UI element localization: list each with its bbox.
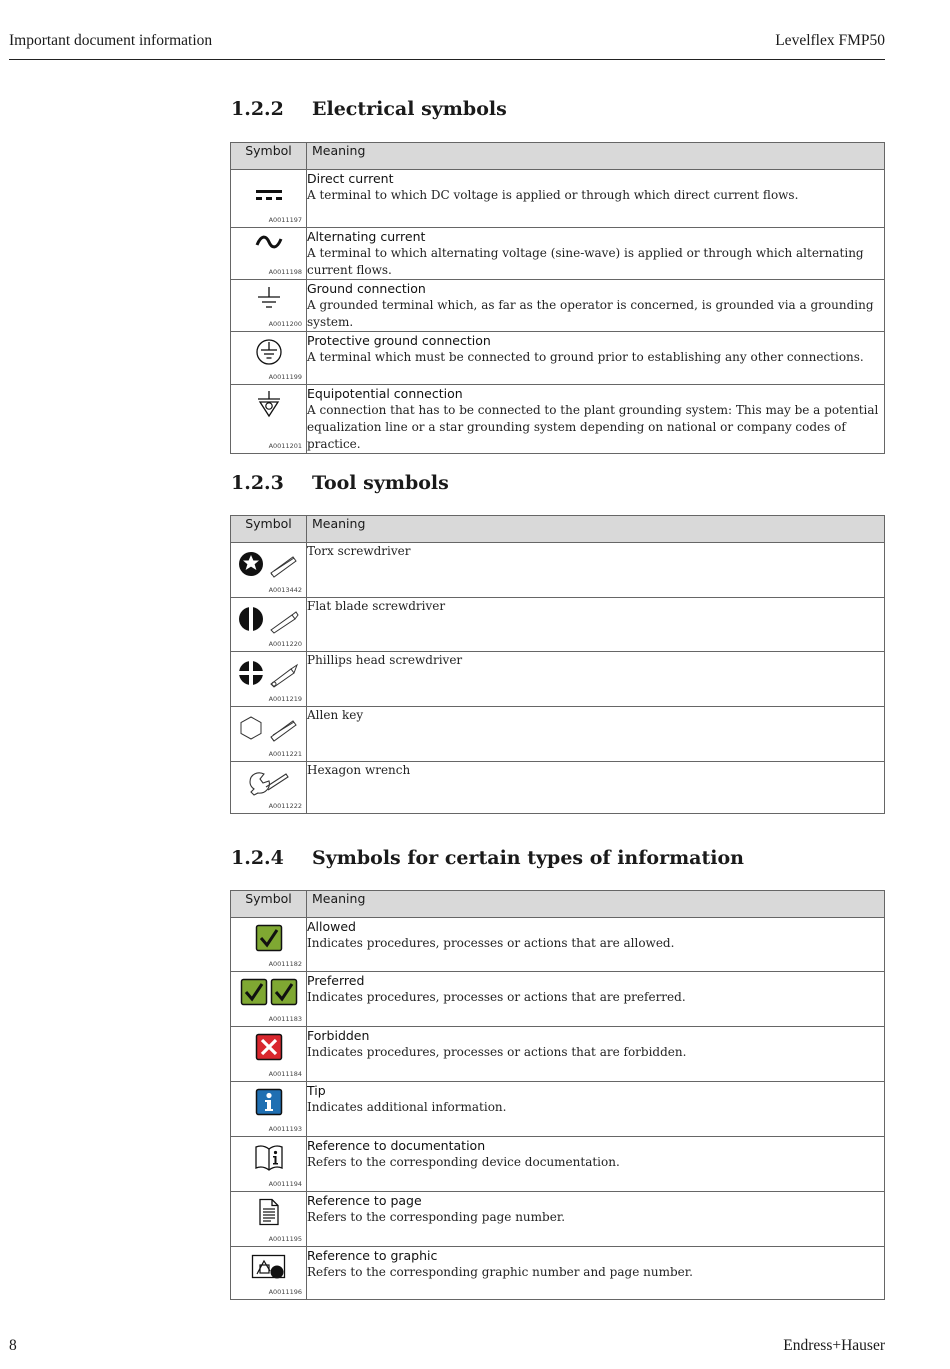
figure-code: A0011184 bbox=[268, 1070, 302, 1078]
table-row bbox=[231, 1082, 885, 1137]
page-reference-icon bbox=[231, 1198, 306, 1229]
meaning-description: Indicates procedures, processes or actions that are preferred. bbox=[307, 990, 686, 1004]
preferred-double-check-icon bbox=[231, 978, 306, 1009]
symbol-cell bbox=[231, 1247, 307, 1300]
table-row bbox=[231, 332, 885, 385]
header-section-title: Important document information bbox=[9, 32, 213, 49]
meaning-title: Allowed bbox=[307, 919, 356, 934]
figure-code: A0011197 bbox=[268, 216, 302, 224]
meaning-column-header: Meaning bbox=[307, 516, 885, 543]
header-product-name: Levelflex FMP50 bbox=[775, 32, 885, 49]
meaning-cell bbox=[307, 762, 885, 814]
footer-brand: Endress+Hauser bbox=[783, 1337, 885, 1354]
table-row bbox=[231, 972, 885, 1027]
figure-code: A0011182 bbox=[268, 960, 302, 968]
meaning-description: Indicates procedures, processes or actions that are forbidden. bbox=[307, 1045, 687, 1059]
meaning-cell bbox=[307, 1082, 885, 1137]
table-row bbox=[231, 170, 885, 228]
figure-code: A0011195 bbox=[268, 1235, 302, 1243]
hexagon-wrench-icon bbox=[231, 768, 306, 801]
meaning-description: A terminal to which alternating voltage (sine-wave) is applied or through which alternating current flows. bbox=[307, 246, 864, 277]
meaning-cell bbox=[307, 1137, 885, 1192]
table-row bbox=[231, 385, 885, 454]
meaning-description: Hexagon wrench bbox=[307, 763, 411, 777]
meaning-description: Indicates procedures, processes or actions that are allowed. bbox=[307, 936, 675, 950]
figure-code: A0013442 bbox=[268, 586, 302, 594]
meaning-title: Protective ground connection bbox=[307, 333, 491, 348]
symbol-column-header: Symbol bbox=[231, 516, 307, 543]
figure-code: A0011221 bbox=[268, 750, 302, 758]
page-number: 8 bbox=[9, 1337, 17, 1354]
symbol-column-header: Symbol bbox=[231, 143, 307, 170]
meaning-cell bbox=[307, 228, 885, 280]
table-row bbox=[231, 1027, 885, 1082]
running-header bbox=[9, 31, 885, 60]
electrical-symbols-table bbox=[230, 142, 885, 454]
table-header-row bbox=[231, 516, 885, 543]
meaning-description: A connection that has to be connected to the plant grounding system: This may be a potential equalization line or a star grounding system depending on national or company codes of practice. bbox=[307, 403, 879, 451]
meaning-description: Refers to the corresponding page number. bbox=[307, 1210, 566, 1224]
figure-code: A0011183 bbox=[268, 1015, 302, 1023]
table-row bbox=[231, 1247, 885, 1300]
equipotential-icon bbox=[231, 390, 306, 421]
symbol-cell bbox=[231, 598, 307, 652]
symbol-cell bbox=[231, 1082, 307, 1137]
symbol-cell bbox=[231, 332, 307, 385]
symbol-cell bbox=[231, 170, 307, 228]
direct-current-icon bbox=[231, 188, 306, 205]
meaning-title: Reference to page bbox=[307, 1193, 422, 1208]
meaning-description: Indicates additional information. bbox=[307, 1100, 507, 1114]
graphic-reference-icon bbox=[231, 1253, 306, 1284]
symbol-cell bbox=[231, 543, 307, 598]
meaning-cell bbox=[307, 332, 885, 385]
meaning-description: A terminal to which DC voltage is applied or through which direct current flows. bbox=[307, 188, 799, 202]
meaning-title: Equipotential connection bbox=[307, 386, 463, 401]
meaning-cell bbox=[307, 1192, 885, 1247]
meaning-cell bbox=[307, 972, 885, 1027]
tip-info-icon bbox=[231, 1088, 306, 1119]
symbol-cell bbox=[231, 707, 307, 762]
table-row bbox=[231, 918, 885, 972]
symbol-cell bbox=[231, 972, 307, 1027]
meaning-title: Tip bbox=[307, 1083, 326, 1098]
meaning-cell bbox=[307, 1247, 885, 1300]
symbol-column-header: Symbol bbox=[231, 891, 307, 918]
meaning-description: Phillips head screwdriver bbox=[307, 653, 463, 667]
figure-code: A0011219 bbox=[268, 695, 302, 703]
symbol-cell bbox=[231, 762, 307, 814]
symbol-cell bbox=[231, 1192, 307, 1247]
meaning-column-header: Meaning bbox=[307, 143, 885, 170]
meaning-description: Allen key bbox=[307, 708, 364, 722]
section-title: Electrical symbols bbox=[312, 98, 507, 120]
meaning-cell bbox=[307, 652, 885, 707]
figure-code: A0011194 bbox=[268, 1180, 302, 1188]
figure-code: A0011222 bbox=[268, 802, 302, 810]
meaning-title: Alternating current bbox=[307, 229, 426, 244]
symbol-cell bbox=[231, 652, 307, 707]
allowed-check-icon bbox=[231, 924, 306, 955]
table-row bbox=[231, 543, 885, 598]
figure-code: A0011220 bbox=[268, 640, 302, 648]
figure-code: A0011193 bbox=[268, 1125, 302, 1133]
forbidden-cross-icon bbox=[231, 1033, 306, 1064]
table-row bbox=[231, 1137, 885, 1192]
section-title: Tool symbols bbox=[312, 472, 449, 494]
table-row bbox=[231, 598, 885, 652]
torx-screwdriver-icon bbox=[231, 549, 306, 582]
table-row bbox=[231, 652, 885, 707]
section-number: 1.2.4 bbox=[231, 847, 284, 869]
meaning-column-header: Meaning bbox=[307, 891, 885, 918]
table-header-row bbox=[231, 143, 885, 170]
meaning-description: Flat blade screwdriver bbox=[307, 599, 446, 613]
symbol-cell bbox=[231, 1137, 307, 1192]
information-symbols-table bbox=[230, 890, 885, 1300]
meaning-description: A terminal which must be connected to ground prior to establishing any other connections. bbox=[307, 350, 864, 364]
figure-code: A0011200 bbox=[268, 320, 302, 328]
ground-icon bbox=[231, 286, 306, 315]
symbol-cell bbox=[231, 1027, 307, 1082]
flat-blade-screwdriver-icon bbox=[231, 604, 306, 637]
meaning-title: Forbidden bbox=[307, 1028, 370, 1043]
phillips-screwdriver-icon bbox=[231, 658, 306, 691]
figure-code: A0011199 bbox=[268, 373, 302, 381]
figure-code: A0011196 bbox=[268, 1288, 302, 1296]
table-row bbox=[231, 707, 885, 762]
figure-code: A0011198 bbox=[268, 268, 302, 276]
meaning-cell bbox=[307, 918, 885, 972]
meaning-title: Ground connection bbox=[307, 281, 426, 296]
meaning-cell bbox=[307, 385, 885, 454]
meaning-description: Refers to the corresponding device documentation. bbox=[307, 1155, 620, 1169]
table-row bbox=[231, 228, 885, 280]
symbol-cell bbox=[231, 385, 307, 454]
protective-ground-icon bbox=[231, 338, 306, 369]
meaning-description: Torx screwdriver bbox=[307, 544, 411, 558]
meaning-title: Direct current bbox=[307, 171, 394, 186]
alternating-current-icon bbox=[231, 234, 306, 253]
meaning-cell bbox=[307, 170, 885, 228]
table-row bbox=[231, 280, 885, 332]
meaning-title: Reference to documentation bbox=[307, 1138, 486, 1153]
meaning-description: A grounded terminal which, as far as the operator is concerned, is grounded via a grounding system. bbox=[307, 298, 874, 329]
documentation-book-icon bbox=[231, 1143, 306, 1174]
allen-key-icon bbox=[231, 713, 306, 746]
meaning-cell bbox=[307, 598, 885, 652]
symbol-cell bbox=[231, 918, 307, 972]
meaning-description: Refers to the corresponding graphic number and page number. bbox=[307, 1265, 693, 1279]
meaning-title: Reference to graphic bbox=[307, 1248, 438, 1263]
meaning-cell bbox=[307, 543, 885, 598]
section-number: 1.2.2 bbox=[231, 98, 284, 120]
section-number: 1.2.3 bbox=[231, 472, 284, 494]
meaning-cell bbox=[307, 280, 885, 332]
table-row bbox=[231, 1192, 885, 1247]
table-header-row bbox=[231, 891, 885, 918]
meaning-title: Preferred bbox=[307, 973, 365, 988]
figure-code: A0011201 bbox=[268, 442, 302, 450]
tool-symbols-table bbox=[230, 515, 885, 814]
meaning-cell bbox=[307, 1027, 885, 1082]
symbol-cell bbox=[231, 228, 307, 280]
symbol-cell bbox=[231, 280, 307, 332]
meaning-cell bbox=[307, 707, 885, 762]
table-row bbox=[231, 762, 885, 814]
section-title: Symbols for certain types of information bbox=[312, 847, 744, 869]
